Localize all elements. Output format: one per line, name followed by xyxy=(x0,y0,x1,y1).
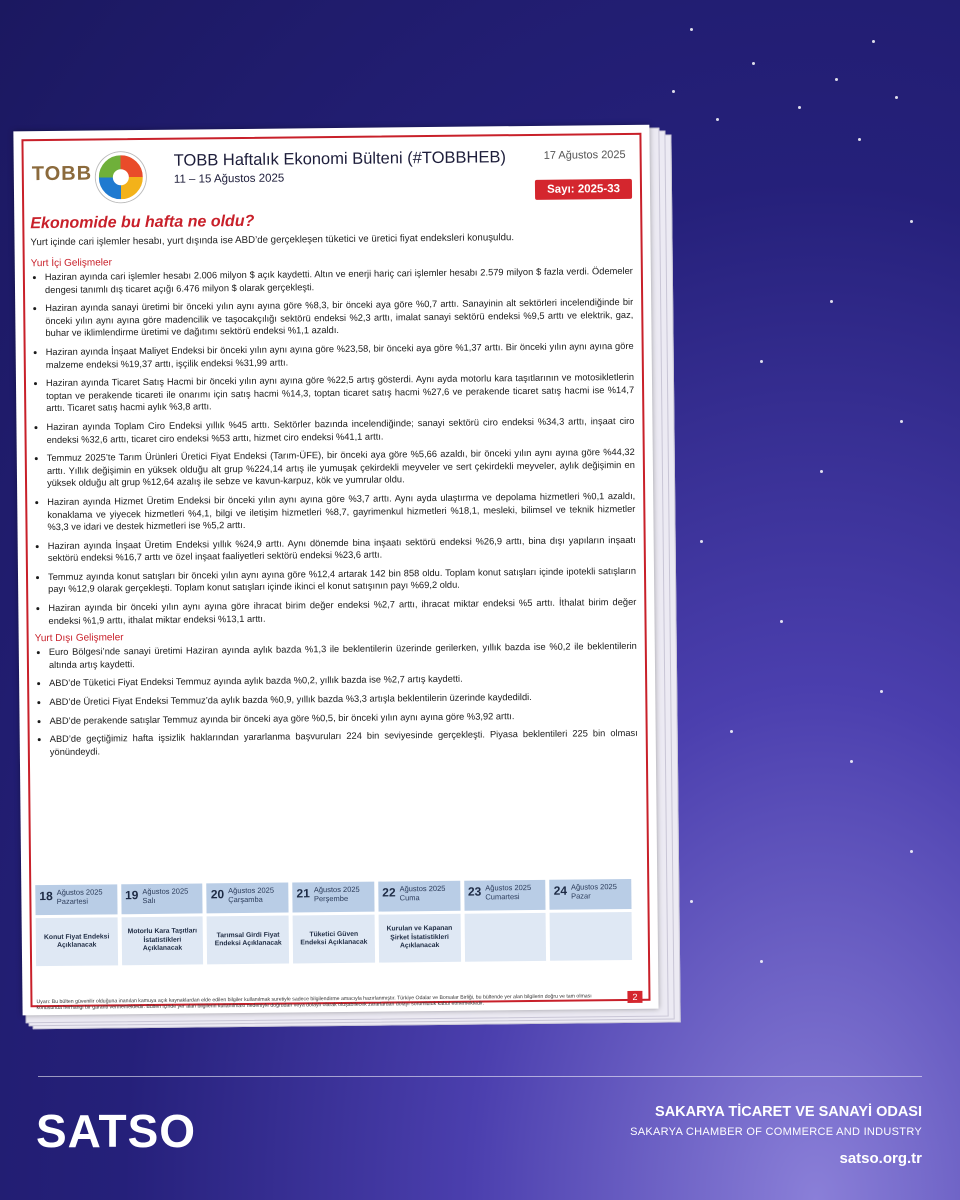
tobb-seal-icon xyxy=(96,152,147,203)
page-number: 2 xyxy=(627,991,642,1003)
org-name: SAKARYA TİCARET VE SANAYİ ODASI xyxy=(655,1104,922,1120)
day-weekday: Pazar xyxy=(571,891,591,901)
list-item: • Temmuz 2025’te Tarım Ürünleri Üretici Fiyat Endeksi (Tarım-ÜFE), bir önceki aya göre %5,66 azaldı, bir önceki yılın aynı ayına göre %44,32 arttı. Yıllık değişimin en yüksek olduğu alt grup %224,14 artış ile yumuşak çekirdekli meyveler ve sert çekirdekli meyveler, aylık değişimin en yüksek olduğu alt grup %12,64 azalış ile sebze ve kavun-karpuz, kök ve yumrular oldu. xyxy=(47,446,635,490)
calendar-day xyxy=(378,881,461,963)
calendar-day xyxy=(121,883,204,965)
day-weekday: Perşembe xyxy=(313,893,349,904)
tobb-logo-text: TOBB xyxy=(31,162,93,186)
list-item: • Haziran ayında Ticaret Satış Hacmi bir önceki yılın aynı ayına göre %22,5 artış gösterdi. Aynı ayda motorlu kara taşıtlarının ve motosikletlerin toptan ve perakende ticareti ile onarımı için satış hacmi %14,3, toptan ticaret satış hacmi %27,6 ve perakende ticaret satış hacmi ise %14,7 arttı. Ticaret satış hacmi aylık %3,8 arttı. xyxy=(46,371,634,415)
day-number: 21 xyxy=(296,886,310,901)
bulletin-date: 17 Ağustos 2025 xyxy=(543,148,626,162)
day-event xyxy=(464,913,546,962)
day-month: Ağustos 2025 xyxy=(56,887,103,897)
list-item: • ABD’de Tüketici Fiyat Endeksi Temmuz ayında aylık bazda %0,2, yıllık bazda ise %2,7 artış kaydetti. xyxy=(49,671,637,690)
day-month: Ağustos 2025 xyxy=(570,882,617,892)
list-item: • Haziran ayında bir önceki yılın aynı ayına göre ihracat birim değer endeksi %2,7 arttı, ihracat miktar endeksi %5 arttı. İthalat birim değer endeksi %1,9 arttı, ithalat miktar endeksi %13,1 arttı. xyxy=(48,596,636,627)
list-item: • Euro Bölgesi’nde sanayi üretimi Haziran ayında aylık bazda %1,3 ile beklentilerin üzerinde gerilerken, yıllık bazda ise %0,2 ile beklentilerin altında artış kaydetti. xyxy=(49,640,637,671)
day-event xyxy=(550,912,632,961)
day-number: 19 xyxy=(125,888,139,903)
bulletin-page xyxy=(13,125,658,1016)
day-month: Ağustos 2025 xyxy=(399,883,446,894)
bulletin-title: TOBB Haftalık Ekonomi Bülteni (#TOBBHEB) xyxy=(173,148,507,170)
issue-badge: Sayı: 2025-33 xyxy=(535,179,632,200)
website-link[interactable]: satso.org.tr xyxy=(839,1150,922,1167)
day-month: Ağustos 2025 xyxy=(485,882,532,893)
domestic-list xyxy=(31,265,637,628)
disclaimer-footnote: Uyarı: Bu bülten güvenilir olduğuna inanılan kamuya açık kaynaklardan elde edilen bilgiler kullanılmak suretiyle sadece bilgilendirme amacıyla hazırlanmıştır. Türkiye Odalar ve Borsalar Birliği, bu bültende yer alan bilgilerin doğru ve tam olması konusunda herhangi bir garanti vermemektedir. Bülten içinde yer alan bilgilerin kullanılması nedeniyle doğrudan veya dolaylı olarak oluşabilecek zararlardan dolayı sorumluluk kabul etmemektedir. xyxy=(36,993,592,1012)
day-number: 23 xyxy=(467,884,482,899)
day-weekday: Cumartesi xyxy=(485,892,520,902)
calendar-day xyxy=(207,883,290,965)
tobb-logo xyxy=(32,152,150,197)
day-number: 20 xyxy=(210,887,225,902)
day-month: Ağustos 2025 xyxy=(313,884,360,895)
list-item: • Haziran ayında Hizmet Üretim Endeksi bir önceki yılın aynı ayına göre %3,7 arttı. Aynı ayda ulaştırma ve depolama hizmetleri %0,1 azaldı, konaklama ve yiyecek hizmetleri %4,1, bilgi ve iletişim hizmetleri %8,7, gayrimenkul hizmetleri %18,1, mesleki, bilimsel ve teknik hizmetler %3,3 ve idari ve destek hizmetleri ise %5,2 arttı. xyxy=(47,490,635,534)
day-event: Konut Fiyat Endeksi Açıklanacak xyxy=(36,917,118,966)
day-number: 22 xyxy=(382,885,396,900)
day-event: Motorlu Kara Taşıtları İstatistikleri Açıklanacak xyxy=(121,916,203,965)
satso-logo: SATSO xyxy=(36,1105,197,1157)
bulletin-content xyxy=(30,209,638,765)
day-weekday: Salı xyxy=(142,895,156,906)
list-item: • ABD’de perakende satışlar Temmuz ayında bir önceki aya göre %0,5, bir önceki yılın aynı ayına göre %3,92 arttı. xyxy=(49,708,637,727)
day-number: 24 xyxy=(553,883,568,898)
bulletin-document xyxy=(13,125,662,1022)
domestic-title: Yurt İçi Gelişmeler xyxy=(30,257,112,270)
list-item: • Temmuz ayında konut satışları bir önceki yılın aynı ayına göre %12,4 artarak 142 bin 858 oldu. Toplam konut satışları içinde ipotekli satışların payı %12,9 olarak gerçekleşti. Toplam konut satışları içinde ikinci el konut satışının payı %69,2 oldu. xyxy=(48,565,636,596)
calendar-day xyxy=(550,879,633,961)
weekly-calendar xyxy=(35,879,632,966)
list-item: • Haziran ayında İnşaat Üretim Endeksi yıllık %24,9 arttı. Aynı dönemde bina inşaatı sektörü endeksi %26,9 arttı, bina dışı yapıların inşaatı sektörü endeksi %16,7 arttı ve özel inşaat faaliyetleri sektörü endeksi %23,6 arttı. xyxy=(48,534,636,565)
list-item: • ABD’de Üretici Fiyat Endeksi Temmuz’da aylık bazda %0,9, yıllık bazda %3,3 artışla beklentilerin üzerinde kaydedildi. xyxy=(49,690,637,709)
calendar-day xyxy=(35,884,118,966)
day-weekday: Çarşamba xyxy=(228,894,263,905)
footer-divider xyxy=(38,1076,922,1077)
intro-text: Yurt içinde cari işlemler hesabı, yurt dışında ise ABD’de gerçekleşen tüketici ve üretici fiyat endeksleri konuşuldu. xyxy=(30,232,515,249)
day-event: Tüketici Güven Endeksi Açıklanacak xyxy=(293,915,375,964)
calendar-day xyxy=(464,880,547,962)
list-item: • Haziran ayında Toplam Ciro Endeksi yıllık %45 arttı. Sektörler bazında incelendiğinde; sanayi sektörü ciro endeksi %34,3 arttı, inşaat ciro endeksi %32,6 arttı, ticaret ciro endeksi %53 arttı, hizmet ciro endeksi %41,1 arttı. xyxy=(46,415,634,446)
day-month: Ağustos 2025 xyxy=(142,886,189,897)
day-number: 18 xyxy=(39,889,53,904)
org-name-english: SAKARYA CHAMBER OF COMMERCE AND INDUSTRY xyxy=(630,1126,922,1138)
calendar-day xyxy=(292,882,375,964)
day-event: Tarımsal Girdi Fiyat Endeksi Açıklanacak xyxy=(207,916,289,965)
list-item: • ABD’de geçtiğimiz hafta işsizlik haklarından yararlanma başvuruları 224 bin seviyesinde gerçekleşti. Piyasa beklentileri 225 bin olması yönündeydi. xyxy=(50,727,638,758)
day-month: Ağustos 2025 xyxy=(228,885,275,896)
day-event: Kurulan ve Kapanan Şirket İstatistikleri Açıklanacak xyxy=(378,914,460,963)
foreign-title: Yurt Dışı Gelişmeler xyxy=(34,632,124,645)
day-weekday: Pazartesi xyxy=(56,896,89,906)
list-item: • Haziran ayında sanayi üretimi bir önceki yılın aynı ayına göre %8,3, bir önceki aya göre %0,7 arttı. Sanayinin alt sektörleri incelendiğinde bir önceki yılın aynı ayına göre madencilik ve taşocakçılığı sektörü endeksi %2,3 arttı, imalat sanayi sektörü endeksi %9,5 arttı ve elektrik, gaz, buhar ve iklimlendirme üretimi ve dağıtımı sektörü endeksi %1,1 azaldı. xyxy=(45,296,633,340)
section-heading: Ekonomide bu hafta ne oldu? xyxy=(30,212,255,233)
foreign-list xyxy=(35,640,638,758)
list-item: • Haziran ayında cari işlemler hesabı 2.006 milyon $ açık kaydetti. Altın ve enerji hariç cari işlemler hesabı 2.579 milyon $ fazla verdi. Ödemeler dengesi tanımlı dış ticaret açığı 6.476 milyon $ olarak gerçekleşti. xyxy=(45,265,633,296)
organization-info xyxy=(630,1104,922,1167)
day-weekday: Cuma xyxy=(399,893,420,903)
bulletin-week: 11 – 15 Ağustos 2025 xyxy=(173,172,285,186)
list-item: • Haziran ayında İnşaat Maliyet Endeksi bir önceki yılın aynı ayına göre %23,58, bir önceki aya göre %1,37 arttı. Bir önceki yılın aynı ayına göre malzeme endeksi %19,37 arttı, işçilik endeksi %31,99 arttı. xyxy=(46,340,634,371)
